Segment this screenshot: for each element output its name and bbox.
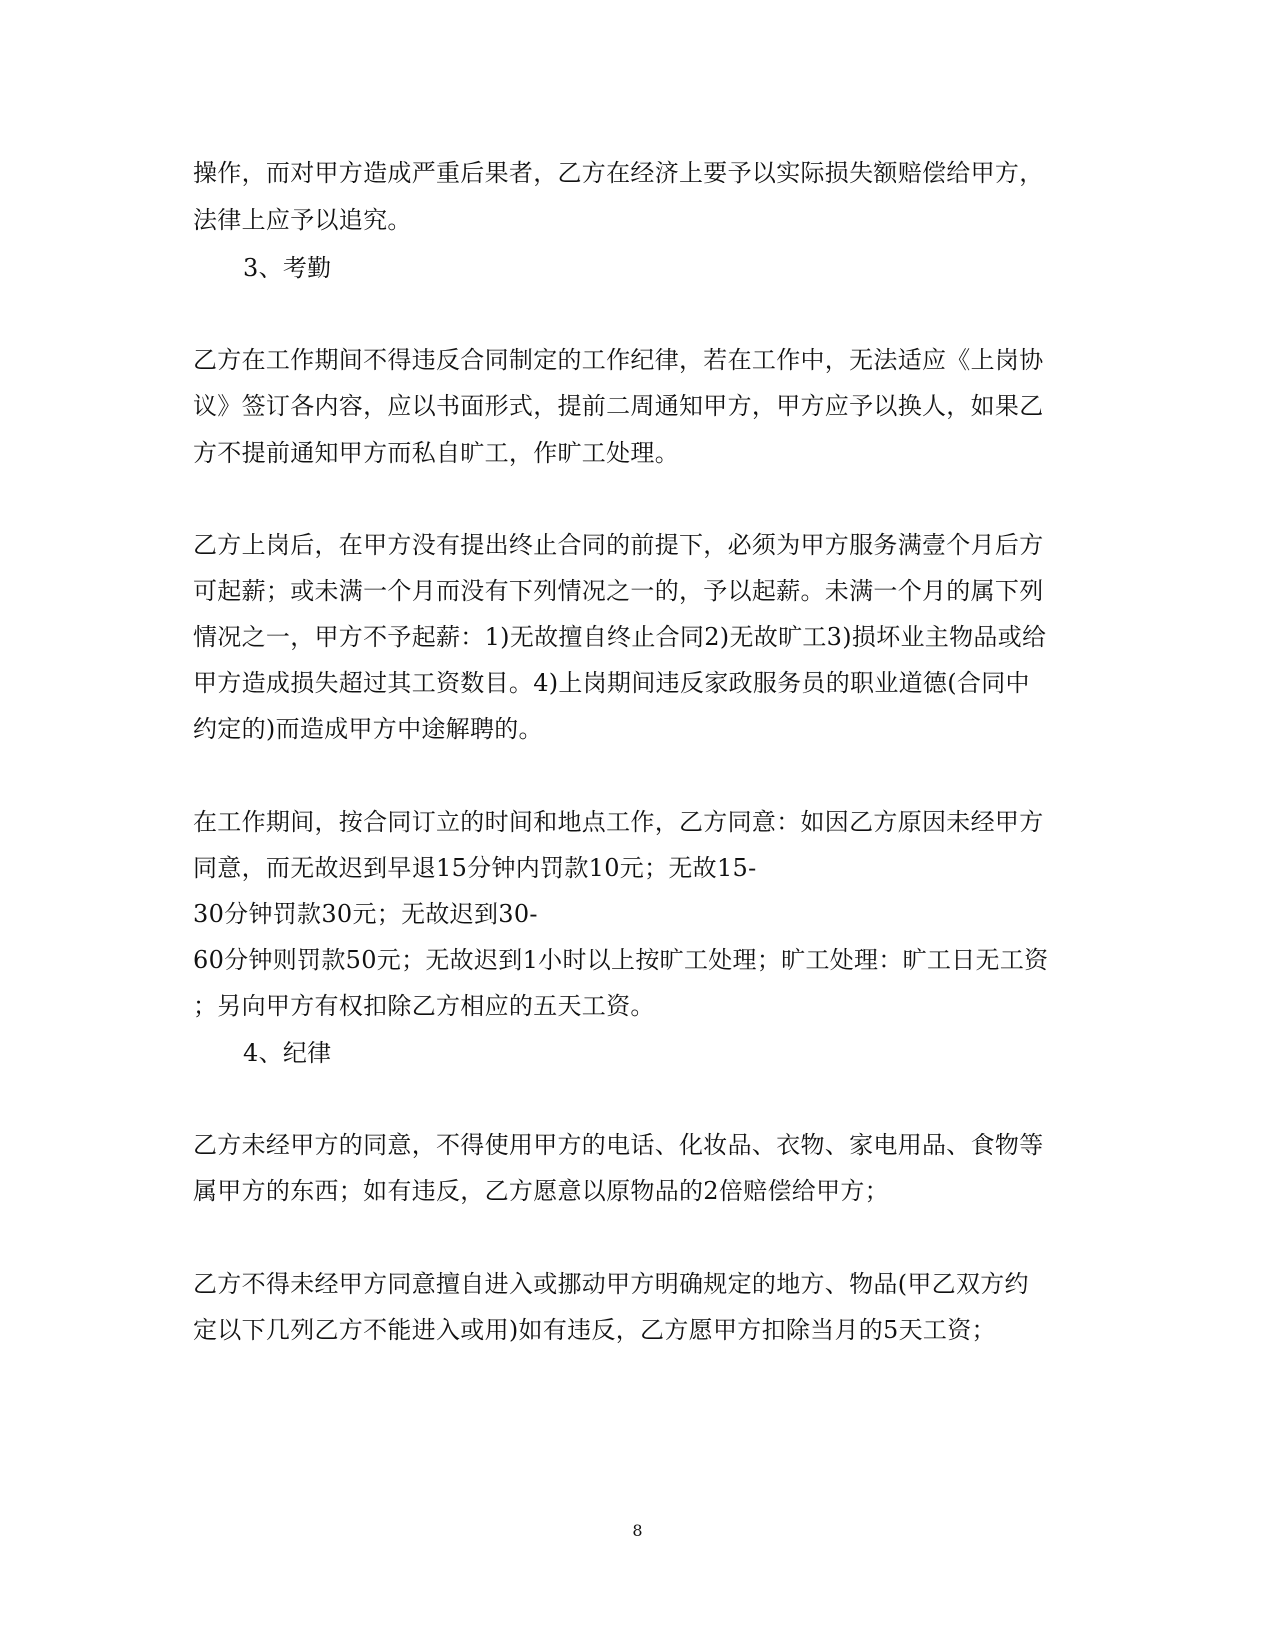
paragraph-line: 定以下几列乙方不能进入或用)如有违反，乙方愿甲方扣除当月的5天工资； [193, 1316, 996, 1344]
paragraph-line: 操作，而对甲方造成严重后果者，乙方在经济上要予以实际损失额赔偿给甲方， [193, 159, 1044, 187]
paragraph-line: 法律上应予以追究。 [193, 206, 412, 234]
paragraph-line: 乙方未经甲方的同意，不得使用甲方的电话、化妆品、衣物、家电用品、食物等 [193, 1131, 1044, 1159]
paragraph-line: 约定的)而造成甲方中途解聘的。 [193, 715, 543, 743]
section-heading-attendance: 3、考勤 [243, 254, 332, 282]
page-number: 8 [632, 1521, 643, 1540]
paragraph-line: 议》签订各内容，应以书面形式，提前二周通知甲方，甲方应予以换人，如果乙 [193, 392, 1044, 420]
paragraph-line: 30分钟罚款30元；无故迟到30- [193, 900, 538, 928]
paragraph-line: 在工作期间，按合同订立的时间和地点工作，乙方同意：如因乙方原因未经甲方 [193, 808, 1044, 836]
paragraph-line: 情况之一，甲方不予起薪：1)无故擅自终止合同2)无故旷工3)损坏业主物品或给 [193, 623, 1047, 651]
paragraph-line: 乙方上岗后，在甲方没有提出终止合同的前提下，必须为甲方服务满壹个月后方 [193, 531, 1044, 559]
paragraph-line: 同意，而无故迟到早退15分钟内罚款10元；无故15- [193, 854, 757, 882]
paragraph-line: 甲方造成损失超过其工资数目。4)上岗期间违反家政服务员的职业道德(合同中 [193, 669, 1030, 697]
section-heading-discipline: 4、纪律 [243, 1039, 332, 1067]
paragraph-line: 可起薪；或未满一个月而没有下列情况之一的，予以起薪。未满一个月的属下列 [193, 577, 1044, 605]
paragraph-line: 乙方在工作期间不得违反合同制定的工作纪律，若在工作中，无法适应《上岗协 [193, 346, 1044, 374]
paragraph-line: ；另向甲方有权扣除乙方相应的五天工资。 [193, 992, 655, 1020]
paragraph-line: 60分钟则罚款50元；无故迟到1小时以上按旷工处理；旷工处理：旷工日无工资 [193, 946, 1049, 974]
paragraph-line: 属甲方的东西；如有违反，乙方愿意以原物品的2倍赔偿给甲方； [193, 1177, 889, 1205]
paragraph-line: 方不提前通知甲方而私自旷工，作旷工处理。 [193, 439, 679, 467]
paragraph-line: 乙方不得未经甲方同意擅自进入或挪动甲方明确规定的地方、物品(甲乙双方约 [193, 1270, 1029, 1298]
